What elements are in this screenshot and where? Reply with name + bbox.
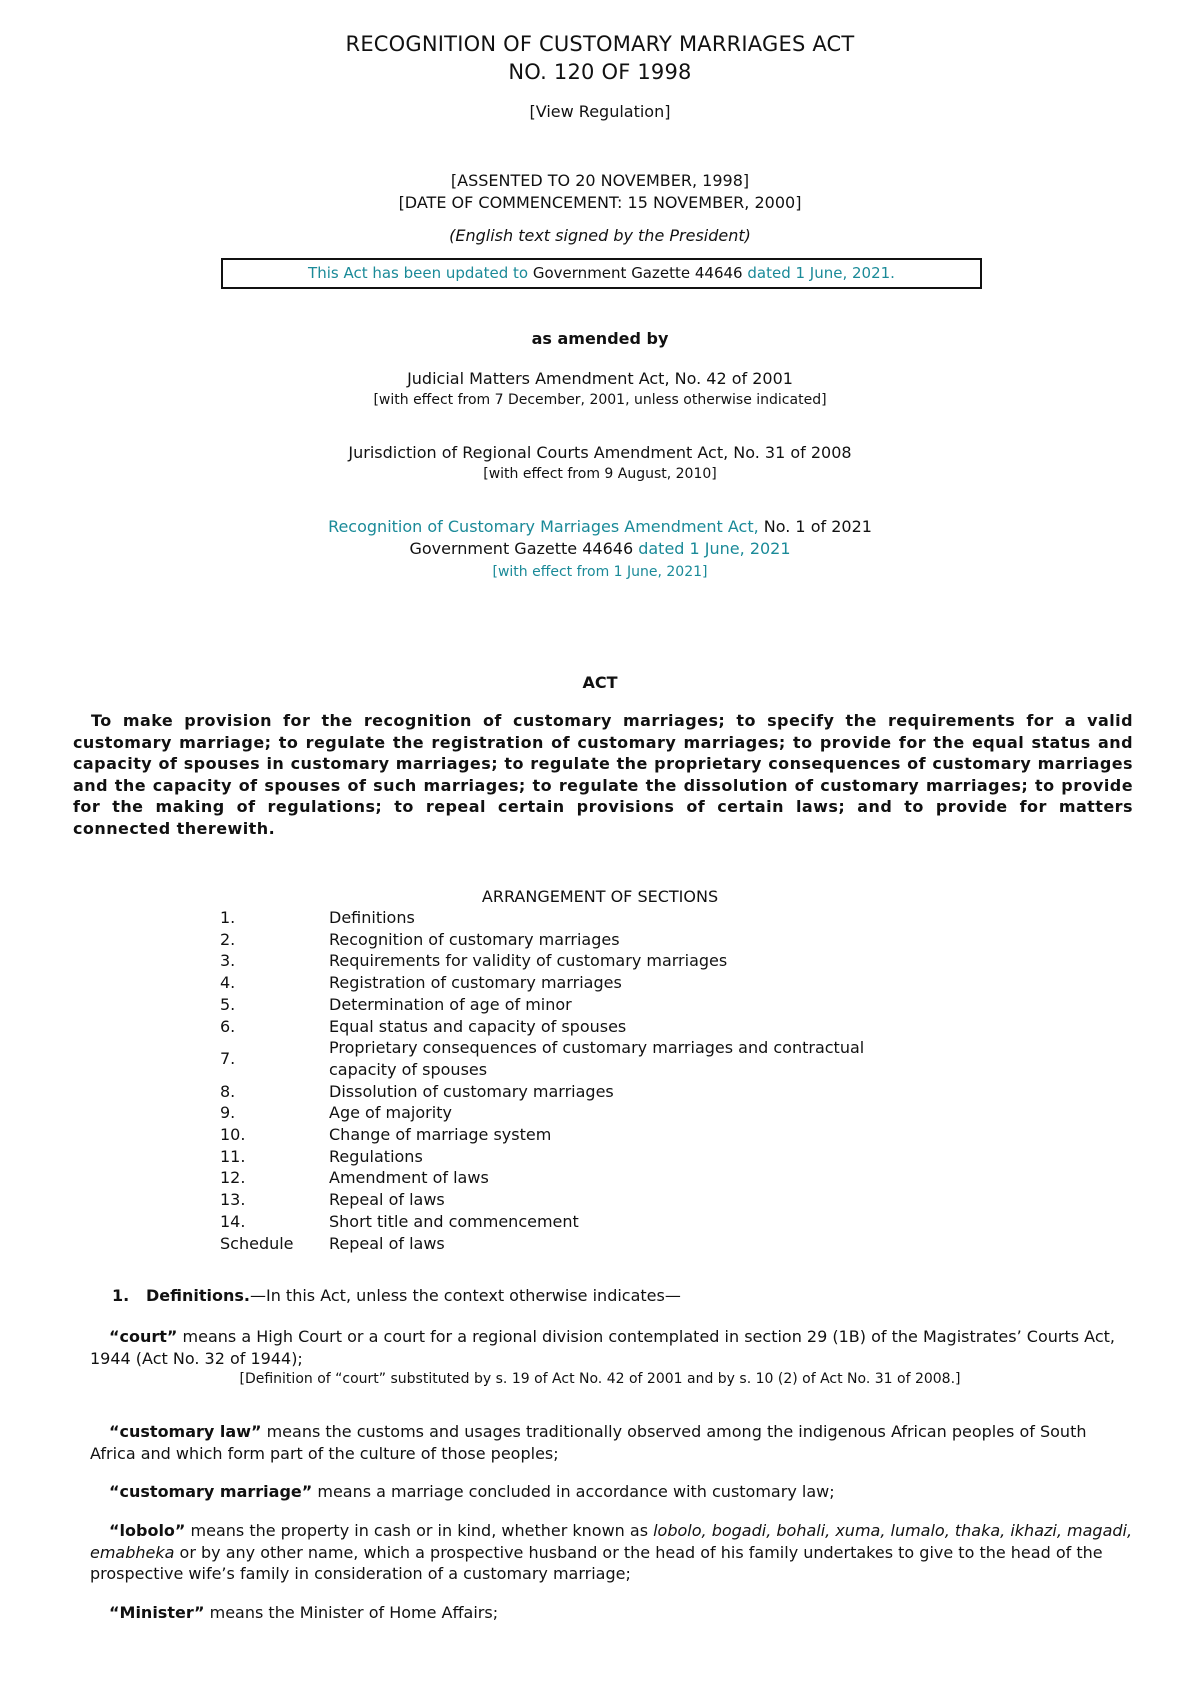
definition-text: means the customs and usages traditionally observed among the indigenous African peoples of South Africa and which form part of the culture of those peoples; bbox=[90, 1422, 1087, 1463]
section-heading-line bbox=[146, 1286, 681, 1305]
toc-section-number: 11. bbox=[220, 1146, 246, 1166]
act-heading: ACT bbox=[582, 673, 618, 692]
toc-section-number: 12. bbox=[220, 1168, 246, 1188]
definition-term: “customary marriage” bbox=[109, 1482, 313, 1501]
amendment-name-line bbox=[0, 516, 1200, 538]
commencement-date: [DATE OF COMMENCEMENT: 15 NOVEMBER, 2000] bbox=[398, 193, 802, 212]
definition-customary-law bbox=[90, 1421, 1133, 1464]
toc-row bbox=[220, 1037, 960, 1080]
toc-section-number: 1. bbox=[220, 908, 236, 927]
toc-section-number: 8. bbox=[220, 1081, 236, 1101]
toc-row bbox=[220, 1102, 960, 1124]
toc-title-line: capacity of spouses bbox=[329, 1059, 488, 1079]
toc-section-number: 7. bbox=[220, 1049, 236, 1069]
toc-row bbox=[220, 1146, 960, 1168]
toc-section-number: 13. bbox=[220, 1190, 246, 1210]
toc-section-title[interactable]: Regulations bbox=[329, 1146, 423, 1166]
toc-section-title[interactable]: Determination of age of minor bbox=[329, 994, 572, 1014]
amendment-item-latest bbox=[0, 516, 1200, 582]
toc-section-title[interactable]: Definitions bbox=[329, 908, 415, 927]
toc-section-title[interactable]: Registration of customary marriages bbox=[329, 973, 622, 993]
update-prefix: This Act has been updated to bbox=[308, 264, 529, 282]
toc-row bbox=[220, 1189, 960, 1211]
toc-section-title[interactable]: Repeal of laws bbox=[329, 1190, 445, 1210]
amendment-gazette-date: dated 1 June, 2021 bbox=[638, 539, 791, 558]
amended-by-heading: as amended by bbox=[531, 329, 669, 348]
toc-row bbox=[220, 1016, 960, 1038]
arrangement-heading: ARRANGEMENT OF SECTIONS bbox=[481, 887, 719, 906]
definition-text: or by any other name, which a prospective husband or the head of his family undertakes to give to the head of the prospective wife’s family in consideration of a customary marriage; bbox=[90, 1542, 1103, 1583]
toc-section-title[interactable]: Short title and commencement bbox=[329, 1211, 579, 1231]
toc-row bbox=[220, 950, 960, 972]
amendment-effect: [with effect from 7 December, 2001, unless otherwise indicated] bbox=[373, 392, 827, 408]
arrangement-of-sections bbox=[220, 907, 960, 1254]
toc-section-title[interactable]: Change of marriage system bbox=[329, 1125, 552, 1145]
assented-date: [ASSENTED TO 20 NOVEMBER, 1998] bbox=[450, 171, 750, 190]
toc-row bbox=[220, 1233, 960, 1255]
toc-title-line: Proprietary consequences of customary marriages and contractual bbox=[329, 1038, 865, 1058]
section-intro: —In this Act, unless the context otherwise indicates— bbox=[249, 1286, 681, 1305]
amendment-name: Jurisdiction of Regional Courts Amendment Act, No. 31 of 2008 bbox=[348, 443, 852, 462]
definition-text: means a High Court or a court for a regional division contemplated in section 29 (1B) of the Magistrates’ Courts Act, 1944 (Act No. 32 of 1944); bbox=[90, 1327, 1115, 1368]
toc-row bbox=[220, 1211, 960, 1233]
act-title bbox=[0, 30, 1200, 86]
toc-row bbox=[220, 1124, 960, 1146]
amendment-gazette-line bbox=[0, 538, 1200, 560]
toc-section-title[interactable]: Amendment of laws bbox=[329, 1168, 489, 1188]
toc-section-number: 2. bbox=[220, 929, 236, 949]
amendment-effect: [with effect from 9 August, 2010] bbox=[483, 466, 717, 482]
toc-section-title[interactable]: Equal status and capacity of spouses bbox=[329, 1016, 627, 1036]
update-notice bbox=[221, 258, 982, 289]
toc-row bbox=[220, 1081, 960, 1103]
amendment-gazette: Government Gazette 44646 bbox=[409, 539, 634, 558]
definition-term: “court” bbox=[109, 1327, 178, 1346]
definition-term: “lobolo” bbox=[109, 1521, 186, 1540]
signed-note: (English text signed by the President) bbox=[449, 226, 751, 245]
title-line-2: NO. 120 OF 1998 bbox=[508, 60, 692, 84]
toc-section-number: 3. bbox=[220, 951, 236, 971]
definition-court bbox=[90, 1326, 1133, 1369]
toc-section-title[interactable]: Dissolution of customary marriages bbox=[329, 1081, 614, 1101]
act-preamble: To make provision for the recognition of customary marriages; to specify the requirements for a valid customary marriage; to regulate the registration of customary marriages; to provide for the equal status and capacity of spouses in customary marriages; to regulate the proprietary consequences of customary marriages and the capacity of spouses of such marriages; to regulate the dissolution of customary marriages; to provide for the making of regulations; to repeal certain provisions of certain laws; and to provide for matters connected therewith. bbox=[73, 711, 1133, 838]
toc-row bbox=[220, 1167, 960, 1189]
toc-section-title[interactable] bbox=[329, 1037, 960, 1080]
amendment-link[interactable]: Recognition of Customary Marriages Amendment Act, bbox=[328, 517, 759, 536]
toc-section-number: 6. bbox=[220, 1016, 236, 1036]
toc-row bbox=[220, 929, 960, 951]
toc-section-number: Schedule bbox=[220, 1233, 294, 1253]
toc-row bbox=[220, 994, 960, 1016]
update-suffix: dated 1 June, 2021. bbox=[747, 264, 895, 282]
toc-section-number: 9. bbox=[220, 1103, 236, 1123]
toc-section-title[interactable]: Age of majority bbox=[329, 1103, 452, 1123]
definition-minister bbox=[90, 1602, 1133, 1624]
toc-section-number: 10. bbox=[220, 1125, 246, 1145]
toc-row bbox=[220, 972, 960, 994]
toc-section-title[interactable]: Requirements for validity of customary marriages bbox=[329, 951, 728, 971]
section-heading: Definitions. bbox=[146, 1286, 250, 1305]
update-gazette: Government Gazette 44646 bbox=[532, 264, 743, 282]
amendment-item bbox=[0, 442, 1200, 484]
definition-text: means a marriage concluded in accordance with customary law; bbox=[312, 1482, 835, 1501]
amendment-name-rest: No. 1 of 2021 bbox=[763, 517, 872, 536]
definition-italic-terms: lobolo, bogadi, bohali, xuma, lumalo, thaka, ikhazi, magadi, emabheka bbox=[90, 1521, 1133, 1562]
toc-row bbox=[220, 907, 960, 929]
toc-section-title[interactable]: Recognition of customary marriages bbox=[329, 929, 620, 949]
amendment-effect: [with effect from 1 June, 2021] bbox=[492, 564, 708, 580]
toc-section-title[interactable]: Repeal of laws bbox=[329, 1233, 445, 1253]
definition-text: means the Minister of Home Affairs; bbox=[204, 1603, 499, 1622]
definition-lobolo bbox=[90, 1520, 1133, 1585]
view-regulation-link[interactable]: [View Regulation] bbox=[529, 102, 671, 121]
toc-section-number: 5. bbox=[220, 994, 236, 1014]
definition-term: “Minister” bbox=[109, 1603, 205, 1622]
definition-text: means the property in cash or in kind, whether known as bbox=[185, 1521, 654, 1540]
title-line-1: RECOGNITION OF CUSTOMARY MARRIAGES ACT bbox=[345, 32, 855, 56]
court-definition-note: [Definition of “court” substituted by s. 19 of Act No. 42 of 2001 and by s. 10 (2) of Act No. 31 of 2008.] bbox=[239, 1371, 961, 1387]
amendment-name: Judicial Matters Amendment Act, No. 42 of 2001 bbox=[407, 369, 793, 388]
toc-section-number: 14. bbox=[220, 1211, 246, 1231]
definition-customary-marriage bbox=[90, 1481, 1133, 1503]
toc-section-number: 4. bbox=[220, 973, 236, 993]
definition-term: “customary law” bbox=[109, 1422, 262, 1441]
assent-block bbox=[0, 170, 1200, 214]
amendment-item bbox=[0, 368, 1200, 410]
section-number: 1. bbox=[112, 1286, 130, 1305]
